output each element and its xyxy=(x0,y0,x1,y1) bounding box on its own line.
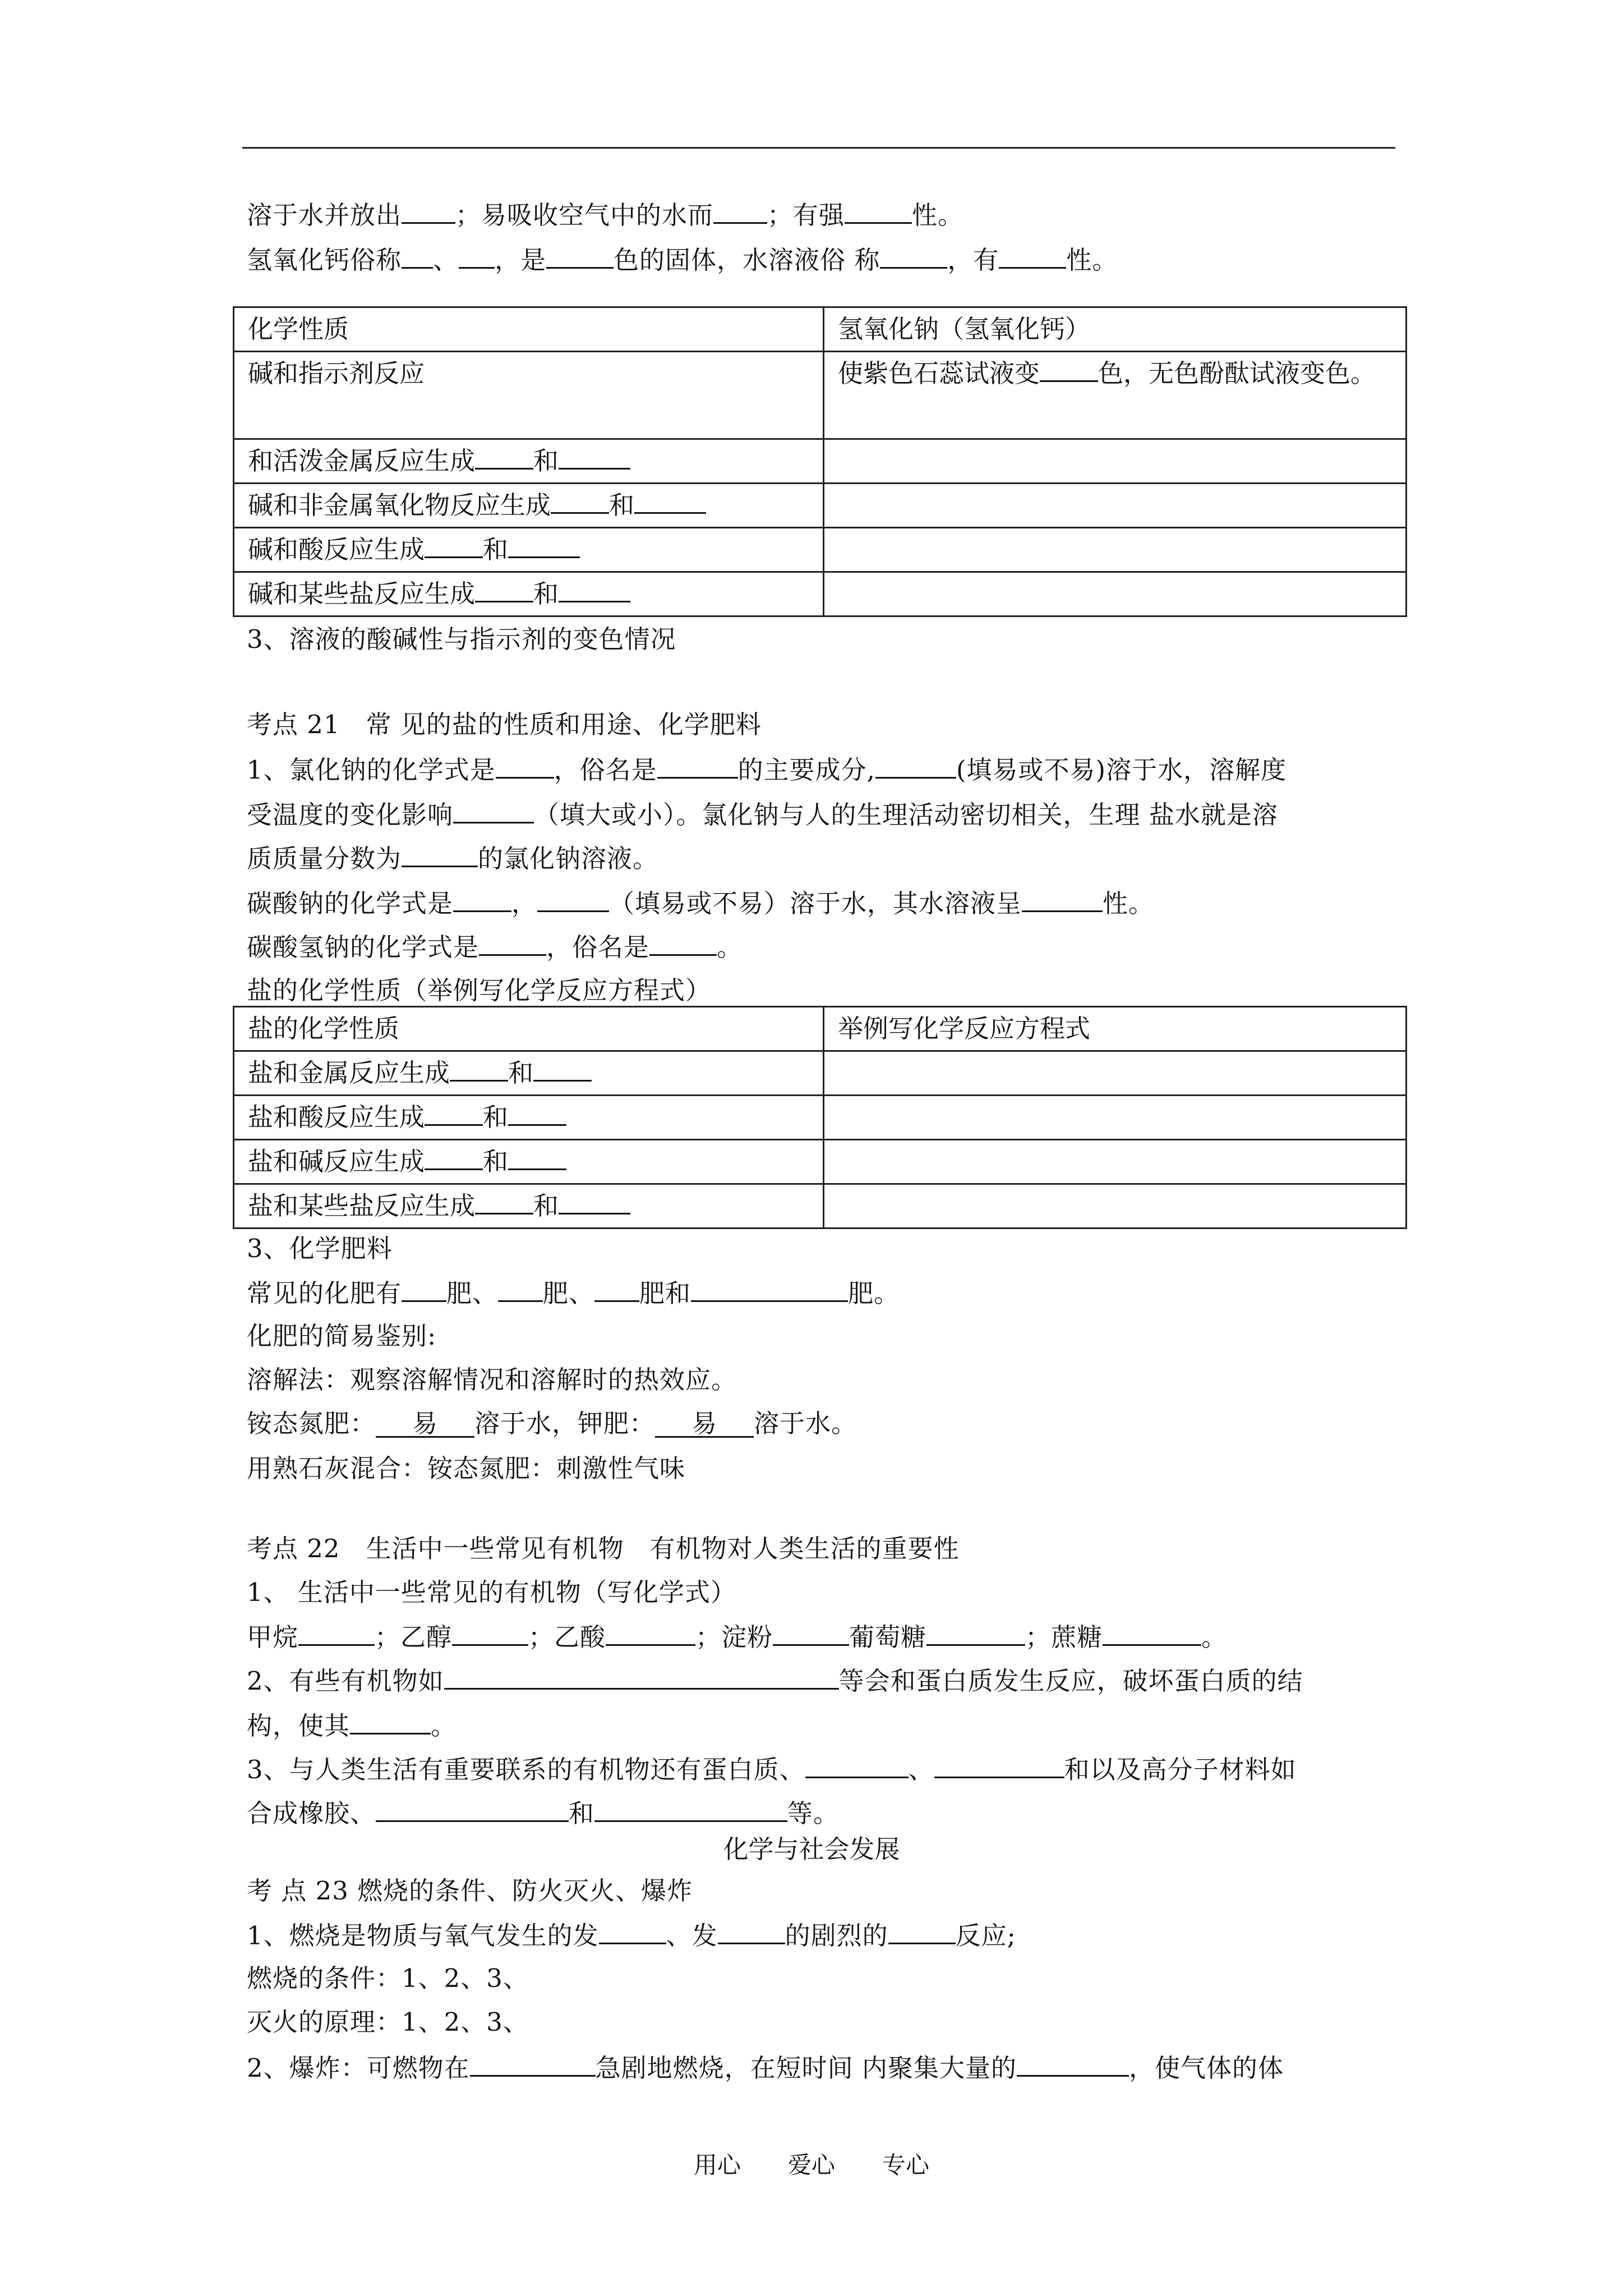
blank xyxy=(475,1188,533,1214)
text: ，俗名是 xyxy=(554,755,657,785)
table-header-cell: 盐的化学性质 xyxy=(234,1007,824,1051)
table-cell xyxy=(234,1140,824,1184)
blank xyxy=(425,1144,483,1170)
text: ；乙醇 xyxy=(375,1622,453,1652)
blank xyxy=(453,797,534,823)
text: 、 xyxy=(433,245,459,275)
table-cell: 碱和指示剂反应 xyxy=(234,352,824,439)
text: ；淀粉 xyxy=(695,1622,773,1652)
text: ；有强 xyxy=(767,200,845,230)
k23-line-2: 燃烧的条件：1、2、3、 xyxy=(247,1963,529,1993)
text: 氢氧化钙俗称 xyxy=(247,245,402,275)
table-cell xyxy=(234,1096,824,1140)
indicator-heading: 3、溶液的酸碱性与指示剂的变色情况 xyxy=(247,624,676,654)
table-cell xyxy=(234,528,824,572)
text: 肥和 xyxy=(639,1278,691,1308)
k22-line-6 xyxy=(247,1796,839,1830)
blank xyxy=(1103,1619,1201,1646)
text: ；蔗糖 xyxy=(1025,1622,1103,1652)
text: 合成橡胶、 xyxy=(247,1798,376,1828)
blank xyxy=(452,1619,528,1646)
table-cell xyxy=(824,352,1407,439)
blank xyxy=(559,1188,630,1214)
blank xyxy=(444,1663,839,1690)
text: 甲烷 xyxy=(247,1622,299,1652)
text: 碱和某些盐反应生成 xyxy=(248,579,476,609)
text: 和 xyxy=(609,490,635,520)
text: 盐和某些盐反应生成 xyxy=(248,1191,476,1221)
blank: 易 xyxy=(655,1411,754,1438)
table-cell xyxy=(234,439,824,484)
text: 2、有些有机物如 xyxy=(247,1666,444,1696)
blank xyxy=(425,1099,483,1126)
blank xyxy=(459,242,495,269)
header-rule xyxy=(242,147,1395,149)
text: ，使气体的体 xyxy=(1128,2053,1284,2083)
fert-title: 3、化学肥料 xyxy=(247,1234,393,1263)
table-cell xyxy=(234,1184,824,1228)
text: (填易或不易)溶于水，溶解度 xyxy=(956,755,1287,785)
fert-line-1 xyxy=(247,1276,900,1310)
text: 色的固体，水溶液俗 称 xyxy=(614,245,880,275)
blank xyxy=(470,2050,596,2077)
text: 和 xyxy=(569,1798,595,1828)
k23-line-3: 灭火的原理：1、2、3、 xyxy=(247,2007,529,2037)
blank xyxy=(594,1276,639,1302)
blank xyxy=(691,1276,848,1302)
table-row xyxy=(234,1007,1407,1051)
text: 肥、 xyxy=(446,1278,499,1308)
table-cell xyxy=(234,572,824,616)
text: 和 xyxy=(508,1058,534,1088)
table-cell xyxy=(824,1051,1407,1096)
text: 和 xyxy=(483,1147,509,1176)
blank xyxy=(546,242,614,269)
blank xyxy=(559,576,630,602)
blank xyxy=(479,930,546,956)
k22-title: 考点 22 生活中一些常见有机物 有机物对人类生活的重要性 xyxy=(247,1534,960,1563)
blank xyxy=(475,443,533,470)
text: 受温度的变化影响 xyxy=(247,800,454,830)
text: （填大或小）。氯化钠与人的生理活动密切相关，生理 盐水就是溶 xyxy=(534,800,1278,830)
blank xyxy=(875,752,956,779)
blank xyxy=(888,1918,956,1944)
text: 的氯化钠溶液。 xyxy=(478,844,659,873)
intro-line-1 xyxy=(247,197,963,232)
text: 使紫色石蕊试液变 xyxy=(838,358,1040,388)
text: 肥。 xyxy=(848,1278,900,1308)
table-row xyxy=(234,484,1407,528)
blank xyxy=(773,1619,849,1646)
blank xyxy=(1022,886,1103,912)
blank xyxy=(508,1099,566,1126)
blank xyxy=(606,1619,695,1646)
page-footer xyxy=(0,2150,1623,2181)
text: 1、氯化钠的化学式是 xyxy=(247,755,496,785)
text: ；易吸收空气中的水而 xyxy=(455,200,714,230)
k21-line-6: 盐的化学性质（举例写化学反应方程式） xyxy=(247,976,712,1005)
text: 。 xyxy=(717,932,743,962)
text: ，是 xyxy=(495,245,547,275)
table-row xyxy=(234,439,1407,484)
k21-title: 考点 21 常 见的盐的性质和用途、化学肥料 xyxy=(247,710,762,739)
blank xyxy=(599,1918,666,1944)
blank xyxy=(475,576,533,602)
text: 溶于水。 xyxy=(754,1409,857,1438)
blank xyxy=(376,1796,569,1822)
table-row xyxy=(234,572,1407,616)
text: 碱和酸反应生成 xyxy=(248,535,425,564)
text: 色，无色酚酞试液变色。 xyxy=(1098,358,1376,388)
fert-line-2: 化肥的简易鉴别: xyxy=(247,1321,437,1351)
text: 性。 xyxy=(1103,889,1155,918)
text: ，有 xyxy=(947,245,999,275)
blank xyxy=(934,1752,1064,1778)
blank xyxy=(559,443,630,470)
blank xyxy=(649,930,717,956)
blank xyxy=(402,242,433,269)
text: 2、爆炸：可燃物在 xyxy=(247,2053,470,2083)
k22-line-5 xyxy=(247,1752,1297,1787)
salt-properties-table xyxy=(233,1006,1407,1229)
table-row xyxy=(234,1051,1407,1096)
blank xyxy=(496,752,554,779)
table-header-cell: 化学性质 xyxy=(234,307,824,352)
text: ；乙酸 xyxy=(528,1622,606,1652)
blank xyxy=(453,886,511,912)
text: 性。 xyxy=(1066,245,1118,275)
table-cell xyxy=(824,484,1407,528)
text: 、 xyxy=(908,1755,934,1784)
k23-title: 考 点 23 燃烧的条件、防火灭火、爆炸 xyxy=(247,1876,693,1906)
fert-line-4 xyxy=(247,1407,857,1441)
table-cell xyxy=(234,1051,824,1096)
text: 和活泼金属反应生成 xyxy=(248,446,476,476)
blank: 易 xyxy=(376,1411,474,1438)
text: 盐和酸反应生成 xyxy=(248,1102,425,1132)
table-header-cell: 举例写化学反应方程式 xyxy=(824,1007,1407,1051)
table-row xyxy=(234,1184,1407,1228)
text: 和 xyxy=(483,1102,509,1132)
k23-line-1 xyxy=(247,1918,1016,1953)
text: 和 xyxy=(483,535,509,564)
k23-line-4 xyxy=(247,2050,1284,2085)
text: 常见的化肥有 xyxy=(247,1278,402,1308)
fert-line-3: 溶解法：观察溶解情况和溶解时的热效应。 xyxy=(247,1365,737,1395)
footer-word: 爱心 xyxy=(787,2151,835,2179)
base-properties-table xyxy=(233,306,1407,617)
blank xyxy=(298,1619,375,1646)
k21-line-1 xyxy=(247,752,1287,787)
blank xyxy=(402,841,478,867)
k21-line-3 xyxy=(247,841,658,876)
k22-line-3 xyxy=(247,1663,1303,1698)
text: 和 xyxy=(533,579,559,609)
blank xyxy=(533,1055,592,1082)
fert-line-5: 用熟石灰混合：铵态氮肥：刺激性气味 xyxy=(247,1453,686,1483)
intro-line-2 xyxy=(247,242,1118,277)
table-header-cell: 氢氧化钠（氢氧化钙） xyxy=(824,307,1407,352)
text: 质质量分数为 xyxy=(247,844,402,873)
table-cell xyxy=(824,572,1407,616)
blank xyxy=(508,1144,566,1170)
text: （填易或不易）溶于水，其水溶液呈 xyxy=(609,889,1022,918)
text: 和 xyxy=(533,1191,559,1221)
blank xyxy=(926,1619,1025,1646)
text: 和以及高分子材料如 xyxy=(1064,1755,1297,1784)
text: 等会和蛋白质发生反应，破坏蛋白质的结 xyxy=(838,1666,1303,1696)
table-cell xyxy=(824,1096,1407,1140)
k22-line-2 xyxy=(247,1619,1227,1654)
section-title: 化学与社会发展 xyxy=(723,1834,900,1864)
blank xyxy=(402,1276,446,1302)
text: 和 xyxy=(533,446,559,476)
blank xyxy=(537,886,609,912)
blank xyxy=(999,242,1066,269)
blank xyxy=(657,752,738,779)
text: 葡萄糖 xyxy=(849,1622,927,1652)
blank xyxy=(551,487,609,514)
text: 的主要成分, xyxy=(737,755,875,785)
blank xyxy=(450,1055,508,1082)
table-cell xyxy=(824,439,1407,484)
k22-line-4 xyxy=(247,1708,457,1743)
text: 。 xyxy=(1201,1622,1228,1652)
table-row xyxy=(234,1140,1407,1184)
blank xyxy=(425,532,483,558)
text: 盐和金属反应生成 xyxy=(248,1058,450,1088)
text: 性。 xyxy=(912,200,964,230)
text: 反应; xyxy=(955,1921,1016,1950)
text: 等。 xyxy=(787,1798,840,1828)
blank xyxy=(350,1708,431,1734)
table-row xyxy=(234,1096,1407,1140)
text: 的剧烈的 xyxy=(785,1921,888,1950)
table-cell xyxy=(824,1140,1407,1184)
footer-word: 专心 xyxy=(882,2151,930,2179)
text: ， xyxy=(511,889,538,918)
blank xyxy=(1017,2050,1129,2077)
table-row xyxy=(234,528,1407,572)
text: 溶于水并放出 xyxy=(247,200,402,230)
text: 碳酸氢钠的化学式是 xyxy=(247,932,479,962)
table-cell xyxy=(824,528,1407,572)
blank xyxy=(880,242,947,269)
k21-line-5 xyxy=(247,930,743,964)
text: 、发 xyxy=(666,1921,718,1950)
text: 急剧地燃烧，在短时间 内聚集大量的 xyxy=(595,2053,1017,2083)
blank xyxy=(634,487,706,514)
text: 溶于水，钾肥： xyxy=(474,1409,656,1438)
text: 肥、 xyxy=(543,1278,595,1308)
text: 。 xyxy=(431,1711,457,1741)
text: 碳酸钠的化学式是 xyxy=(247,889,454,918)
text: 碱和非金属氧化物反应生成 xyxy=(248,490,551,520)
k21-line-4 xyxy=(247,886,1154,921)
blank xyxy=(498,1276,543,1302)
blank xyxy=(508,532,580,558)
blank xyxy=(1040,356,1098,382)
blank xyxy=(805,1752,909,1778)
text: 构，使其 xyxy=(247,1711,351,1741)
footer-word: 用心 xyxy=(693,2151,741,2179)
blank xyxy=(594,1796,787,1822)
table-cell xyxy=(234,484,824,528)
table-cell xyxy=(824,1184,1407,1228)
text: ，俗名是 xyxy=(546,932,650,962)
table-row xyxy=(234,352,1407,439)
text: 盐和碱反应生成 xyxy=(248,1147,425,1176)
text: 3、与人类生活有重要联系的有机物还有蛋白质、 xyxy=(247,1755,805,1784)
blank xyxy=(713,197,767,224)
blank xyxy=(718,1918,785,1944)
blank xyxy=(402,197,455,224)
text: 1、燃烧是物质与氧气发生的发 xyxy=(247,1921,599,1950)
table-row xyxy=(234,307,1407,352)
k21-line-2 xyxy=(247,797,1278,832)
k22-line-1: 1、 生活中一些常见的有机物（写化学式） xyxy=(247,1577,736,1607)
blank xyxy=(845,197,912,224)
text: 铵态氮肥： xyxy=(247,1409,376,1438)
